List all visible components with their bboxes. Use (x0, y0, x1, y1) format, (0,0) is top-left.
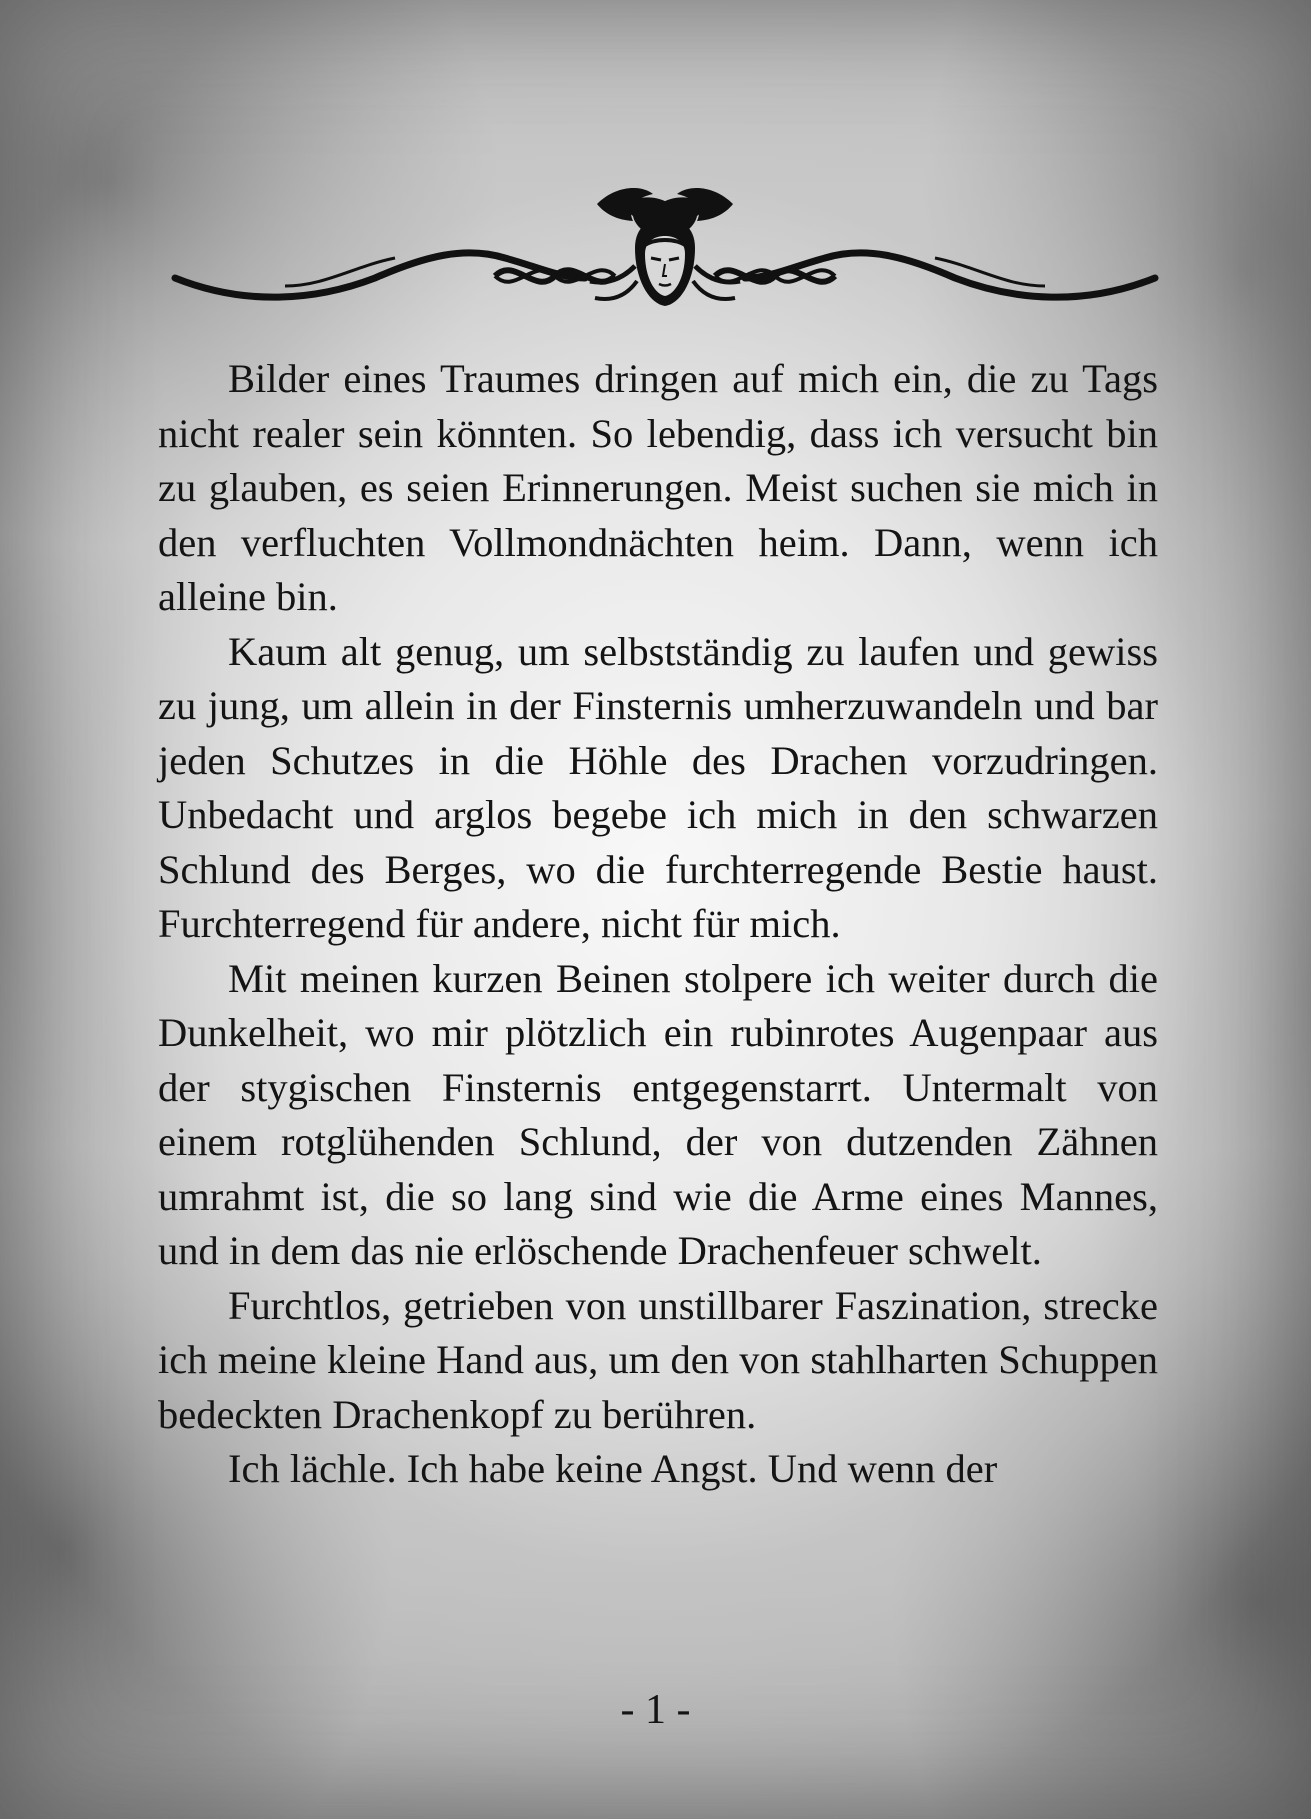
story-text (158, 352, 1158, 1497)
winged-face-ornament-icon (165, 186, 1165, 336)
paragraph: Mit meinen kurzen Beinen stolpere ich weiter durch die Dunkelheit, wo mir plötzlich ein rubinrotes Augenpaar aus der stygischen Finsternis entgegenstarrt. Untermalt von einem rotglühenden Schlund, der von dutzenden Zähnen umrahmt ist, die so lang sind wie die Arme eines Mannes, und in dem das nie erlöschende Drachenfeuer schwelt. (158, 955, 1158, 1273)
page-number: - 1 - (620, 1687, 691, 1733)
paragraph: Furchtlos, getrieben von unstillbarer Faszination, strecke ich meine kleine Hand aus, um den von stahlharten Schuppen bedeckten Drachenkopf zu berühren. (158, 1282, 1158, 1437)
paragraph: Ich lächle. Ich habe keine Angst. Und wenn der (228, 1446, 998, 1491)
paragraph: Bilder eines Traumes dringen auf mich ein, die zu Tags nicht realer sein könnten. So lebendig, dass ich versucht bin zu glauben, es seien Erinnerungen. Meist suchen sie mich in den verfluchten Vollmondnächten heim. Dann, wenn ich alleine bin. (158, 356, 1158, 619)
paragraph: Kaum alt genug, um selbstständig zu laufen und gewiss zu jung, um allein in der Finsternis umherzuwandeln und bar jeden Schutzes in die Höhle des Drachen vorzudringen. Unbedacht und arglos begebe ich mich in den schwarzen Schlund des Berges, wo die furchterregende Bestie haust. Furchterregend für andere, nicht für mich. (158, 628, 1158, 946)
